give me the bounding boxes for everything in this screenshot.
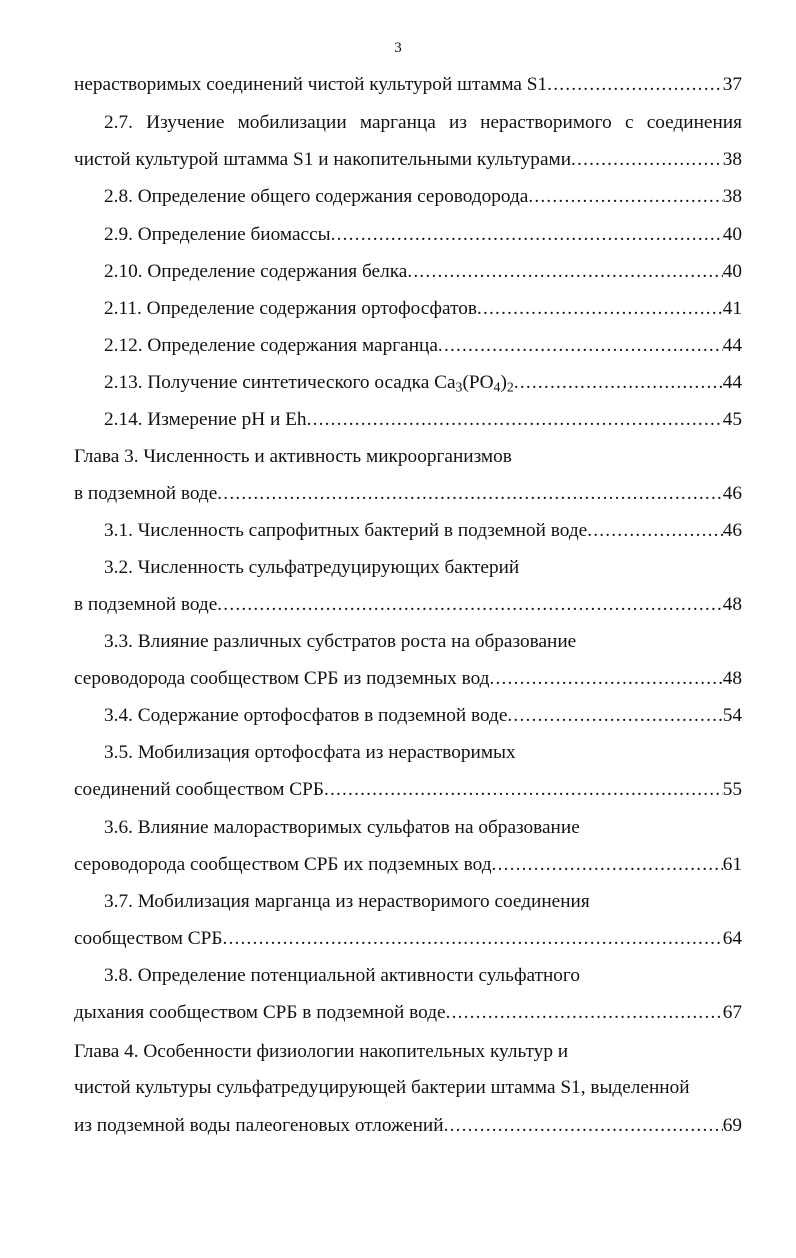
toc-line bbox=[104, 405, 742, 435]
toc-entry-text: нерастворимых соединений чистой культурой штамма S1 bbox=[74, 74, 548, 95]
toc-entry-page: 54 bbox=[722, 705, 742, 726]
leader-dots bbox=[444, 1111, 723, 1141]
leader-dots bbox=[438, 331, 723, 361]
page-number: 3 bbox=[394, 40, 402, 56]
toc-entry-text: в подземной воде bbox=[74, 483, 218, 504]
toc-chapter-title: Глава 4. Особенности физиологии накопительных культур и bbox=[74, 1041, 569, 1062]
toc-entry-page: 48 bbox=[722, 594, 742, 615]
toc-entry-page: 40 bbox=[722, 224, 742, 245]
leader-dots bbox=[547, 70, 723, 100]
toc-entry-page: 41 bbox=[722, 298, 742, 319]
leader-dots bbox=[587, 516, 723, 546]
toc-line bbox=[104, 887, 742, 917]
toc-entry-page: 48 bbox=[722, 668, 742, 689]
toc-entry-text: 2.10. Определение содержания белка bbox=[104, 261, 408, 282]
leader-dots bbox=[307, 405, 723, 435]
toc-entry-text: сероводорода сообществом СРБ их подземных вод bbox=[74, 854, 492, 875]
toc-entry-text: сообществом СРБ bbox=[74, 928, 223, 949]
toc-entry-page: 44 bbox=[722, 335, 742, 356]
toc-line bbox=[104, 331, 742, 361]
toc-entry-text: 2.11. Определение содержания ортофосфатов bbox=[104, 298, 477, 319]
toc-line bbox=[104, 220, 742, 250]
toc-entry-text: сероводорода сообществом СРБ из подземных вод bbox=[74, 668, 490, 689]
toc-entry-text: 2.9. Определение биомассы bbox=[104, 224, 331, 245]
toc-entry-text: 3.2. Численность сульфатредуцирующих бактерий bbox=[104, 557, 520, 578]
formula-subscript: 2 bbox=[506, 380, 514, 396]
toc-entry-text: из подземной воды палеогеновых отложений bbox=[74, 1115, 444, 1136]
formula-subscript: 3 bbox=[455, 380, 463, 396]
toc-entry-page: 40 bbox=[722, 261, 742, 282]
toc-line bbox=[74, 1037, 742, 1067]
leader-dots bbox=[507, 701, 722, 731]
toc-line bbox=[104, 701, 742, 731]
toc-line bbox=[104, 257, 742, 287]
toc-entry-text: 3.4. Содержание ортофосфатов в подземной воде bbox=[104, 705, 508, 726]
toc-entry-page: 38 bbox=[722, 186, 742, 207]
toc-line bbox=[74, 479, 742, 509]
leader-dots bbox=[407, 257, 722, 287]
toc-line bbox=[74, 1111, 742, 1141]
toc-entry-text: 3.1. Численность сапрофитных бактерий в подземной воде bbox=[104, 520, 588, 541]
toc-entry-text: 3.5. Мобилизация ортофосфата из нерастворимых bbox=[104, 742, 516, 763]
toc-entry-text: 2.13. Получение синтетического осадка $Ca_3(PO_4)_2$ bbox=[104, 372, 514, 396]
toc-line bbox=[74, 775, 742, 805]
toc-entry-page: 46 bbox=[722, 483, 742, 504]
toc-chapter-title: чистой культуры сульфатредуцирующей бактерии штамма S1, выделенной bbox=[74, 1077, 690, 1098]
leader-dots bbox=[222, 924, 722, 954]
toc-line bbox=[104, 294, 742, 324]
toc-line bbox=[104, 627, 742, 657]
toc-line bbox=[74, 70, 742, 100]
toc-entry-text: 3.6. Влияние малорастворимых сульфатов на образование bbox=[104, 817, 580, 838]
toc-entry-text: 2.14. Измерение pH и Eh bbox=[104, 409, 307, 430]
leader-dots bbox=[490, 664, 723, 694]
leader-dots bbox=[571, 145, 723, 175]
toc-entry-text: 3.3. Влияние различных субстратов роста на образование bbox=[104, 631, 577, 652]
toc-entry-page: 46 bbox=[722, 520, 742, 541]
toc-entry-page: 44 bbox=[722, 372, 742, 393]
toc-line bbox=[74, 590, 742, 620]
leader-dots bbox=[217, 590, 722, 620]
toc-line bbox=[74, 442, 742, 472]
toc-entry-page: 38 bbox=[722, 149, 742, 170]
leader-dots bbox=[446, 998, 723, 1028]
toc-entry-page: 67 bbox=[722, 1002, 742, 1023]
formula-subscript: 4 bbox=[493, 380, 501, 396]
leader-dots bbox=[528, 182, 722, 212]
leader-dots bbox=[324, 775, 723, 805]
toc-entry-page: 64 bbox=[722, 928, 742, 949]
toc-entry-text: соединений сообществом СРБ bbox=[74, 779, 324, 800]
toc-chapter-title: Глава 3. Численность и активность микроорганизмов bbox=[74, 446, 512, 467]
toc-entry-page: 69 bbox=[722, 1115, 742, 1136]
toc-line bbox=[104, 738, 742, 768]
toc-entry-text: дыхания сообществом СРБ в подземной воде bbox=[74, 1002, 446, 1023]
toc-line bbox=[104, 553, 742, 583]
toc-line bbox=[74, 850, 742, 880]
toc-line bbox=[74, 924, 742, 954]
toc-entry-text: 2.8. Определение общего содержания сероводорода bbox=[104, 186, 529, 207]
toc-entry-text: 2.12. Определение содержания марганца bbox=[104, 335, 438, 356]
toc-entry-text: 3.8. Определение потенциальной активности сульфатного bbox=[104, 965, 580, 986]
toc-line bbox=[74, 1073, 742, 1103]
toc-entry-text: 3.7. Мобилизация марганца из нерастворимого соединения bbox=[104, 891, 590, 912]
leader-dots bbox=[477, 294, 723, 324]
toc-line bbox=[104, 813, 742, 843]
toc-entry-page: 37 bbox=[722, 74, 742, 95]
toc-entry-text: 2.7. Изучение мобилизации марганца из нерастворимого с соединения bbox=[104, 112, 742, 133]
leader-dots bbox=[217, 479, 722, 509]
toc-line bbox=[104, 108, 742, 138]
leader-dots bbox=[331, 220, 723, 250]
toc-line bbox=[74, 145, 742, 175]
toc-entry-page: 45 bbox=[722, 409, 742, 430]
toc-line bbox=[104, 961, 742, 991]
leader-dots bbox=[492, 850, 723, 880]
toc-line bbox=[104, 182, 742, 212]
toc-entry-page: 55 bbox=[722, 779, 742, 800]
toc-line bbox=[74, 998, 742, 1028]
leader-dots bbox=[514, 368, 723, 398]
toc-entry-text: в подземной воде bbox=[74, 594, 218, 615]
toc-entry-text: чистой культурой штамма S1 и накопительными культурами bbox=[74, 149, 572, 170]
toc-line bbox=[74, 664, 742, 694]
toc-line bbox=[104, 368, 742, 398]
toc-entry-page: 61 bbox=[722, 854, 742, 875]
toc-line bbox=[104, 516, 742, 546]
